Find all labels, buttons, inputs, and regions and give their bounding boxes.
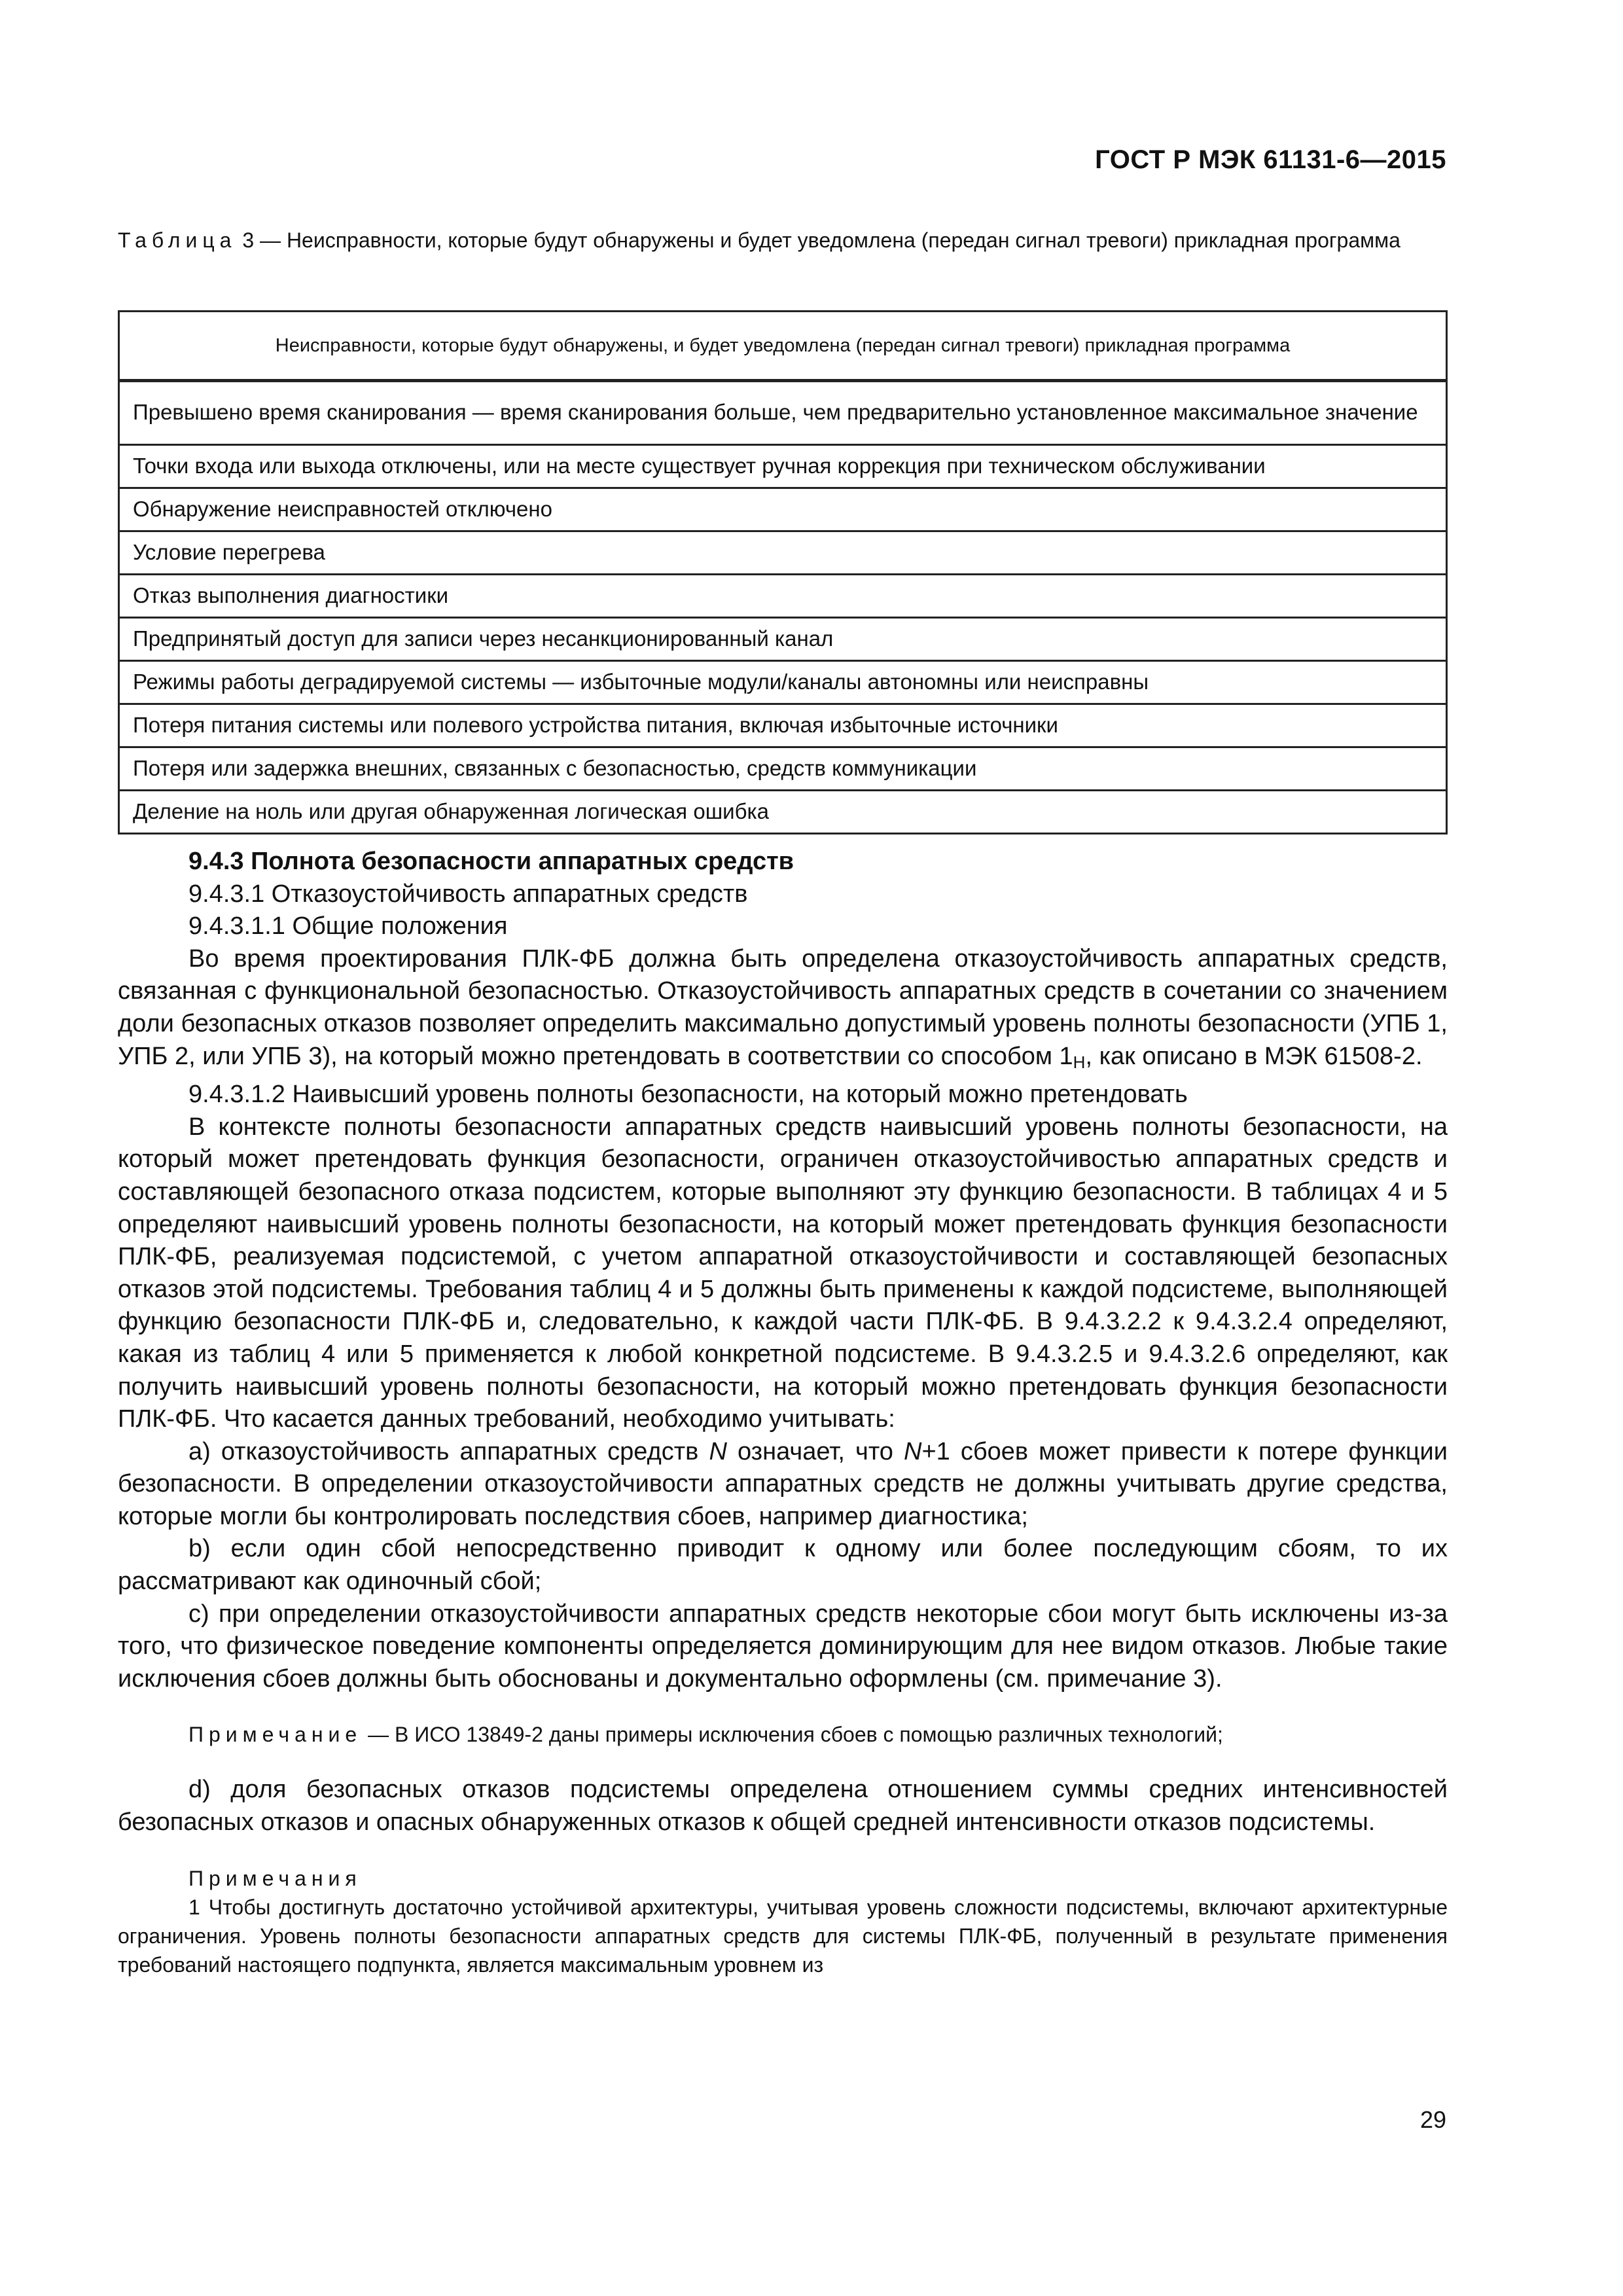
subsection-heading-9-4-3-1: 9.4.3.1 Отказоустойчивость аппаратных средств (188, 880, 748, 908)
table-row (119, 531, 1447, 575)
table-header-cell: Неисправности, которые будут обнаружены, и будет уведомлена (передан сигнал тревоги) прикладная программа (119, 312, 1447, 381)
table-caption (118, 226, 1446, 255)
section-heading-9-4-3: 9.4.3 Полнота безопасности аппаратных средств (188, 848, 794, 875)
subsection-heading-9-4-3-1-2: 9.4.3.1.2 Наивысший уровень полноты безопасности, на который можно претендовать (188, 1081, 1188, 1109)
table-cell: Отказ выполнения диагностики (119, 575, 1447, 618)
table-cell: Потеря или задержка внешних, связанных с безопасностью, средств коммуникации (119, 747, 1447, 791)
section-body (118, 846, 1448, 1979)
faults-table (118, 310, 1448, 834)
paragraph-max-sil: В контексте полноты безопасности аппаратных средств наивысший уровень полноты безопасности, на который может претендовать функция безопасности, ограничен отказоустойчивостью аппаратных средств и составляющей безопасного отказа подсистем, которые выполняют эту функцию безопасности. В таблицах 4 и 5 определяют наивысший уровень полноты безопасности, на который может претендовать функция безопасности ПЛК-ФБ, реализуемая подсистемой, с учетом аппаратной отказоустойчивости и составляющей безопасных отказов этой подсистемы. Требования таблиц 4 и 5 должны быть применены к каждой подсистеме, выполняющей функцию безопасности ПЛК-ФБ и, следовательно, к каждой части ПЛК-ФБ. В 9.4.3.2.2 к 9.4.3.2.4 определяют, какая из таблиц 4 или 5 применяется к любой конкретной подсистеме. В 9.4.3.2.5 и 9.4.3.2.6 определяют, как получить наивысший уровень полноты безопасности, на который можно претендовать функция безопасности ПЛК-ФБ. Что касается данных требований, необходимо учитывать: (118, 1113, 1448, 1433)
notes-label: Примечания (188, 1866, 362, 1890)
table-cell: Точки входа или выхода отключены, или на месте существует ручная коррекция при техническом обслуживании (119, 445, 1447, 488)
table-cell: Деление на ноль или другая обнаруженная логическая ошибка (119, 791, 1447, 834)
table-row (119, 704, 1447, 747)
document-code-header: ГОСТ Р МЭК 61131-6—2015 (1095, 145, 1446, 174)
notes-block (118, 1864, 1448, 1979)
paragraph-general: Во время проектирования ПЛК-ФБ должна быть определена отказоустойчивость аппаратных средств, связанная с функциональной безопасностью. Отказоустойчивость аппаратных средств в сочетании со значением доли безопасных отказов позволяет определить максимально допустимый уровень полноты безопасности (УПБ 1, УПБ 2, или УПБ 3), на который можно претендовать в соответствии со способом $1_H$, как описано в МЭК 61508-2. (118, 944, 1448, 1072)
list-item-b: b) если один сбой непосредственно приводит к одному или более последующим сбоям, то их рассматривают как одиночный сбой; (118, 1535, 1448, 1596)
table-cell: Обнаружение неисправностей отключено (119, 488, 1447, 531)
table-cell: Режимы работы деградируемой системы — избыточные модули/каналы автономны или неисправны (119, 661, 1447, 704)
table-row (119, 661, 1447, 704)
list-item-a: a) отказоустойчивость аппаратных средств N означает, что N+1 сбоев может привести к потере функции безопасности. В определении отказоустойчивости аппаратных средств не должны учитывать другие средства, которые могли бы контролировать последствия сбоев, например диагностика; (118, 1437, 1448, 1530)
table-row (119, 618, 1447, 661)
subsection-heading-9-4-3-1-1: 9.4.3.1.1 Общие положения (188, 912, 508, 941)
list-item-c: c) при определении отказоустойчивости аппаратных средств некоторые сбои могут быть исключены из-за того, что физическое поведение компоненты определяется доминирующим для нее видом отказов. Любые такие исключения сбоев должны быть обоснованы и документально оформлены (см. примечание 3). (118, 1600, 1448, 1693)
table-cell: Потеря питания системы или полевого устройства питания, включая избыточные источники (119, 704, 1447, 747)
table-cell: Условие перегрева (119, 531, 1447, 575)
table-row (119, 747, 1447, 791)
note-fault-exclusion: Примечание — В ИСО 13849-2 даны примеры исключения сбоев с помощью различных технологий; (188, 1723, 1223, 1747)
table-caption-label: Таблица (118, 228, 237, 252)
table-header-row (119, 312, 1447, 381)
table-row (119, 488, 1447, 531)
table-row (119, 791, 1447, 834)
page-number: 29 (1419, 2106, 1446, 2133)
table-cell: Предпринятый доступ для записи через несанкционированный канал (119, 618, 1447, 661)
table-caption-text: 3 — Неисправности, которые будут обнаружены и будет уведомлена (передан сигнал тревоги) прикладная программа (236, 228, 1400, 252)
table-cell: Превышено время сканирования — время сканирования больше, чем предварительно установленное максимальное значение (119, 381, 1447, 445)
subscript-h: H (1073, 1052, 1086, 1072)
table-row (119, 575, 1447, 618)
table-row (119, 381, 1447, 445)
note-1: 1 Чтобы достигнуть достаточно устойчивой архитектуры, учитывая уровень сложности подсистемы, включают архитектурные ограничения. Уровень полноты безопасности аппаратных средств для системы ПЛК-ФБ, полученный в результате применения требований настоящего подпункта, является максимальным уровнем из (118, 1895, 1448, 1977)
list-item-d: d) доля безопасных отказов подсистемы определена отношением суммы средних интенсивностей безопасных отказов и опасных обнаруженных отказов к общей средней интенсивности отказов подсистемы. (118, 1776, 1448, 1837)
table-row (119, 445, 1447, 488)
